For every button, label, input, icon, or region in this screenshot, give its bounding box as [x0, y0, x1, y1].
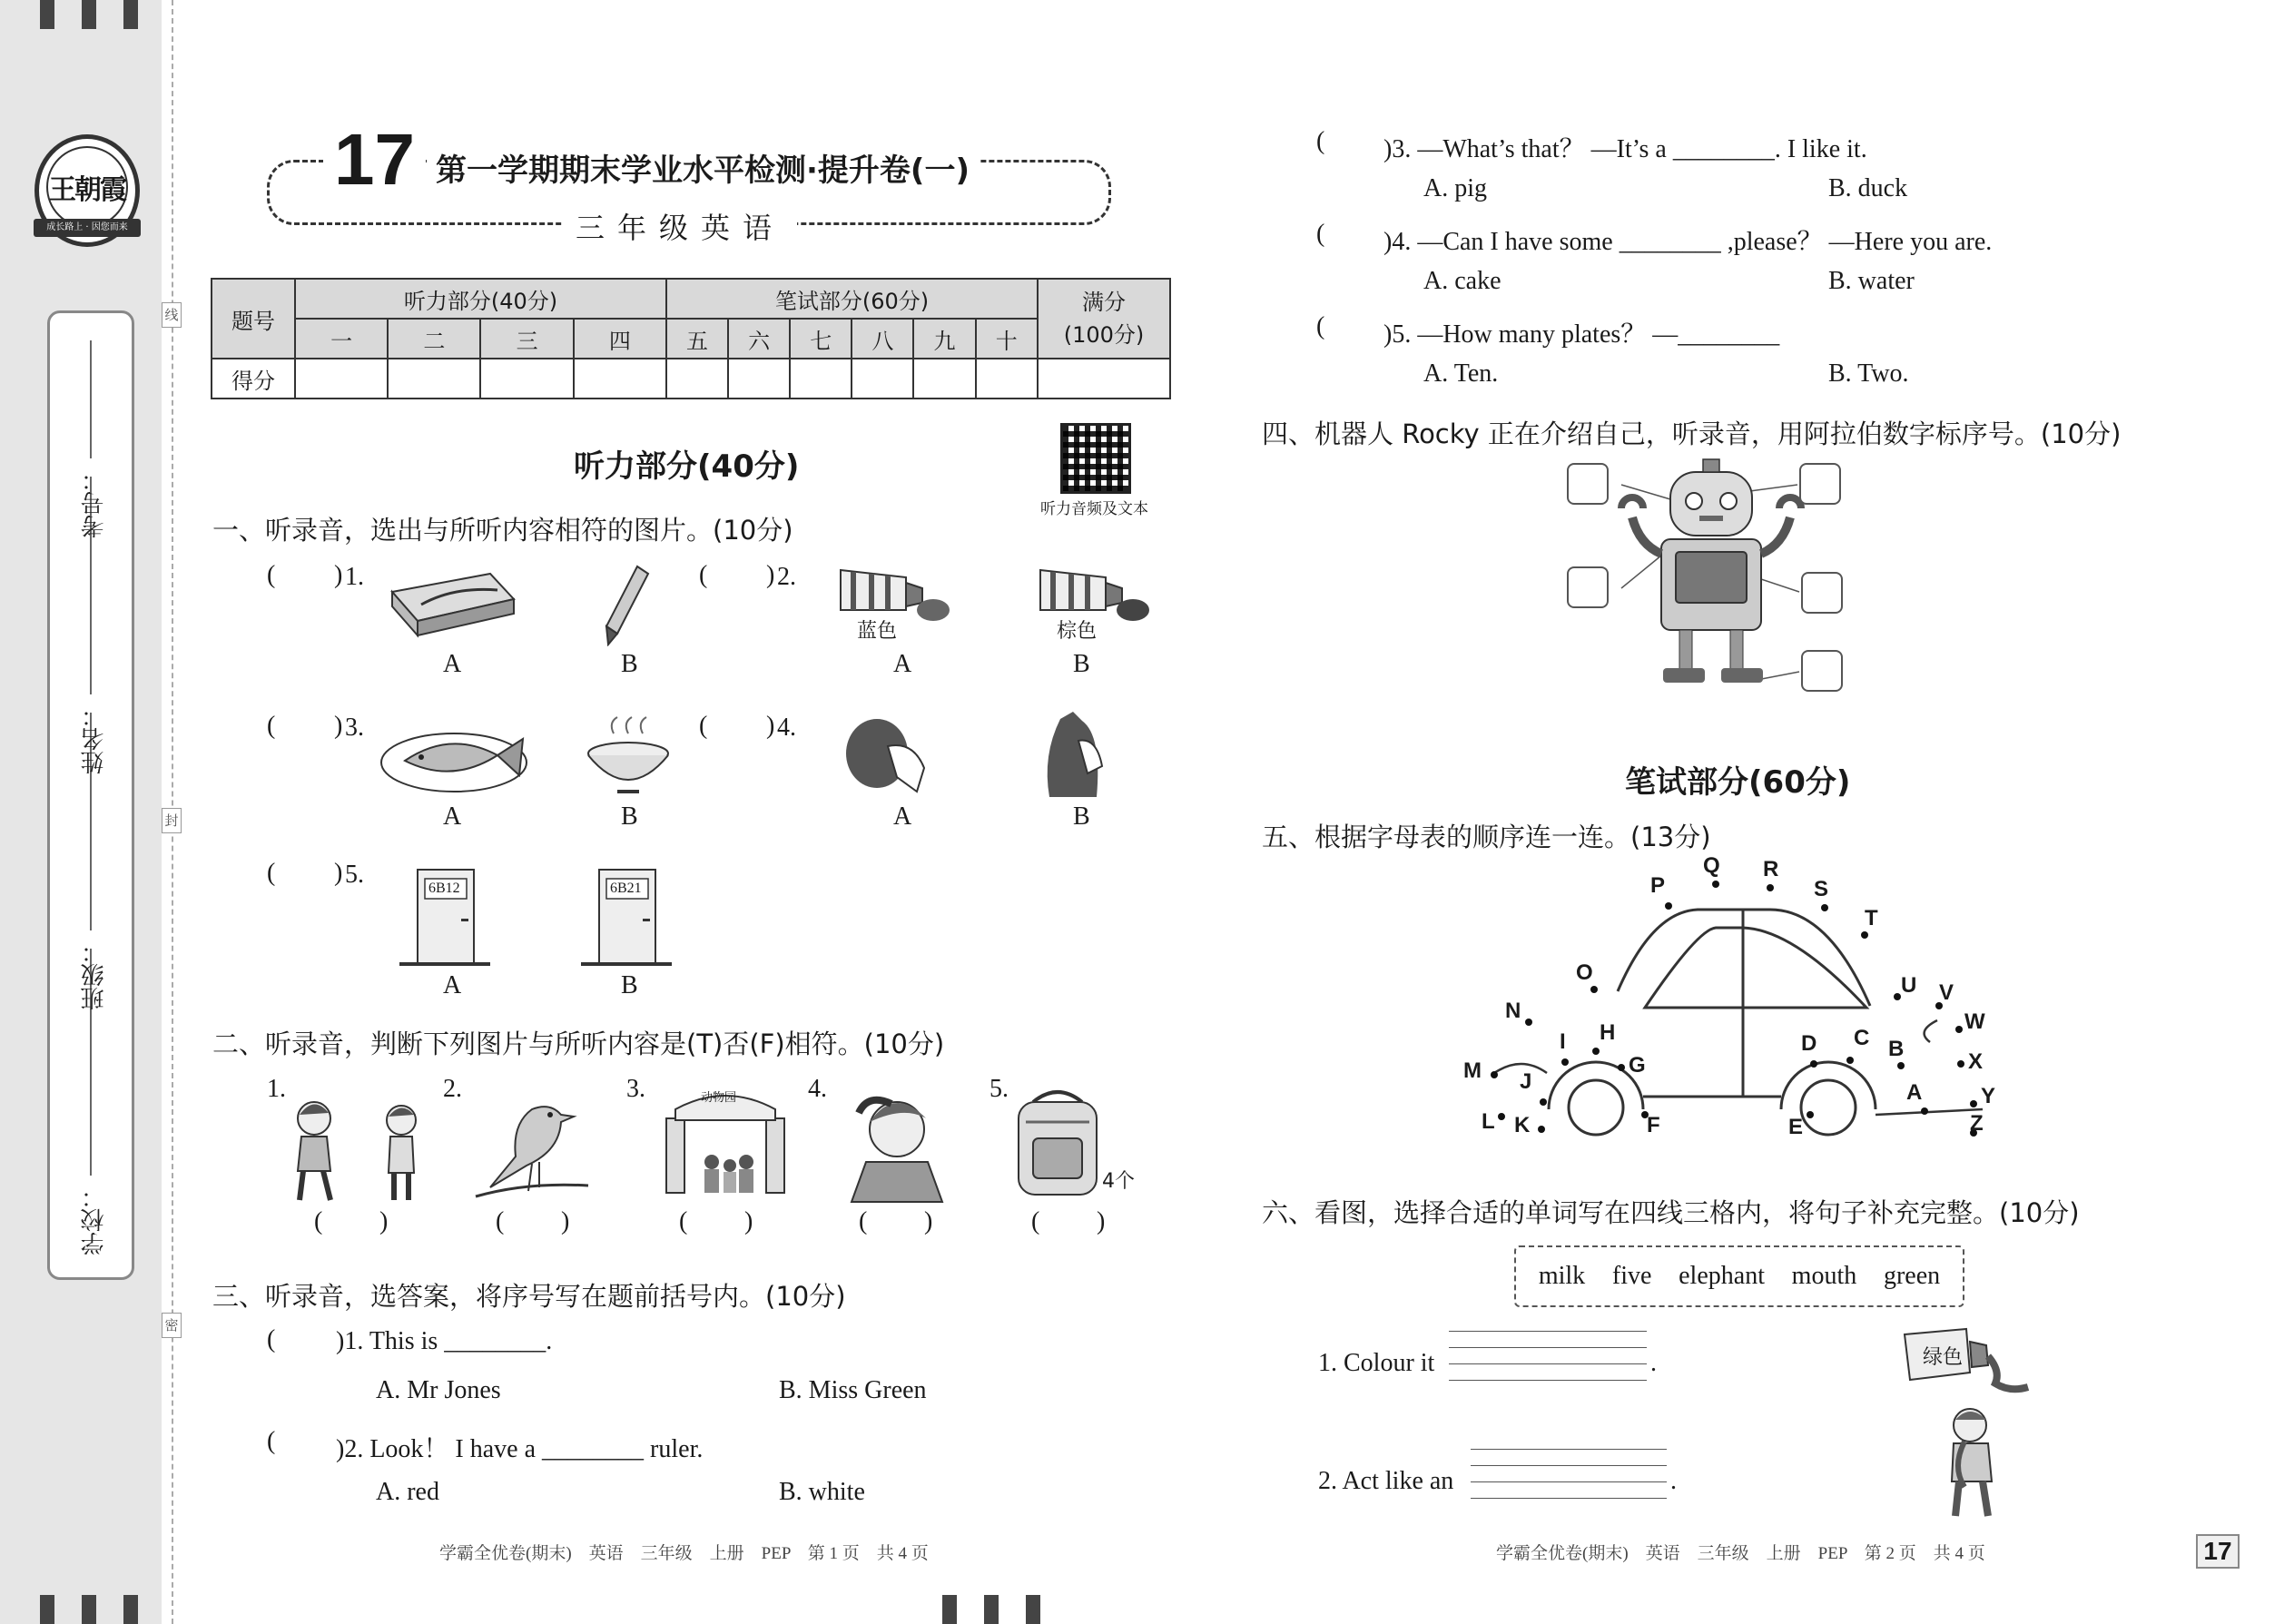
robot-answer-box[interactable]: [1801, 650, 1843, 692]
s3-question: )5. —How many plates？ —________: [1383, 320, 1780, 349]
dot-letter: P: [1650, 873, 1666, 898]
dot-letter: Q: [1703, 853, 1720, 878]
answer-bracket-open: (: [679, 1207, 688, 1235]
zoo-sign: 动物园: [701, 1091, 737, 1105]
score-cell[interactable]: [852, 359, 913, 399]
score-row-label: 得分: [212, 359, 295, 399]
s3-option-b: B. white: [779, 1478, 865, 1506]
score-cell[interactable]: [295, 359, 388, 399]
robot-answer-box[interactable]: [1801, 572, 1843, 614]
s3-option-a: A. Mr Jones: [376, 1376, 501, 1404]
backpack-icon: [1006, 1086, 1109, 1198]
word-option: elephant: [1679, 1262, 1765, 1290]
score-cell[interactable]: [666, 359, 728, 399]
s3-option-b: B. water: [1828, 267, 1915, 295]
binding-bar: [984, 1595, 999, 1624]
dot-letter: X: [1968, 1049, 1984, 1074]
binding-bar: [942, 1595, 957, 1624]
answer-bracket-open: (: [267, 1325, 276, 1353]
dot-letter: B: [1888, 1037, 1905, 1061]
dot-letter: G: [1629, 1053, 1646, 1078]
dot-letter: H: [1600, 1020, 1616, 1045]
section-6-title: 六、看图，选择合适的单词写在四线三格内，将句子补充完整。(10分): [1262, 1197, 2080, 1228]
written-part-title: 笔试部分(60分): [1625, 764, 1851, 801]
score-cell[interactable]: [790, 359, 852, 399]
word-option: five: [1611, 1262, 1652, 1290]
s2-item-number: 5.: [989, 1075, 1009, 1103]
child-acting-elephant-icon: [1934, 1403, 2008, 1520]
answer-bracket-close: ): [766, 561, 775, 589]
s3-question: )3. —What’s that？ —It’s a ________. I like it.: [1383, 135, 1867, 163]
two-children-icon: [280, 1095, 436, 1206]
footer-right: 学霸全优卷(期末) 英语 三年级 上册 PEP 第 2 页 共 4 页: [1496, 1544, 1985, 1563]
student-info-stub: [47, 310, 134, 1280]
s1-item-number: 2.: [777, 563, 796, 591]
dot-letter: J: [1520, 1069, 1532, 1094]
column-header: 四: [574, 319, 666, 359]
binding-bar: [1026, 1595, 1040, 1624]
binding-bar: [82, 1595, 96, 1624]
pencil-icon: [599, 563, 654, 646]
score-table: [211, 278, 1171, 399]
color-label-brown: 棕色: [1057, 620, 1098, 643]
answer-bracket-open: (: [1316, 220, 1325, 248]
answer-bracket-open: (: [496, 1207, 505, 1235]
pencil-case-icon: [381, 565, 523, 643]
s3-option-a: A. red: [376, 1478, 439, 1506]
column-header: 七: [790, 319, 852, 359]
answer-bracket-close: ): [334, 859, 343, 887]
binding-strip: [0, 0, 162, 1624]
answer-bracket-close: ): [561, 1207, 570, 1235]
answer-bracket-open: (: [267, 561, 276, 589]
qr-code[interactable]: [1060, 423, 1131, 494]
s1-item-number: 1.: [345, 563, 364, 591]
connect-dot[interactable]: [1665, 902, 1672, 910]
dot-letter: S: [1814, 877, 1829, 901]
word-option: green: [1883, 1262, 1941, 1290]
four-line-writing-area[interactable]: [1471, 1449, 1667, 1498]
option-label-b: B: [1073, 650, 1090, 678]
s6-sentence-2: 2. Act like an: [1318, 1467, 1454, 1495]
total-header: [1038, 279, 1170, 359]
word-option: milk: [1538, 1262, 1586, 1290]
s6-period: .: [1650, 1349, 1657, 1377]
robot-answer-box[interactable]: [1567, 463, 1609, 505]
answer-bracket-close: ): [1097, 1207, 1106, 1235]
s3-option-b: B. Miss Green: [779, 1376, 927, 1404]
connect-dot[interactable]: [1897, 1062, 1905, 1069]
class-field-label: 班级：: [81, 940, 108, 1010]
paper-number: 17: [323, 123, 426, 196]
dot-letter: Z: [1970, 1111, 1984, 1136]
boy-touching-head-icon: [841, 1086, 953, 1204]
dot-letter: D: [1801, 1031, 1817, 1056]
s2-item-number: 4.: [808, 1075, 827, 1103]
fish-plate-icon: [378, 717, 530, 797]
dot-letter: M: [1463, 1058, 1482, 1083]
s3-question: )4. —Can I have some ________ ,please？ —Here you are.: [1383, 228, 1993, 256]
dot-letter: L: [1482, 1109, 1495, 1134]
answer-bracket-open: (: [267, 1427, 276, 1455]
score-cell[interactable]: [976, 359, 1038, 399]
option-label-a: A: [443, 971, 462, 999]
connect-dot[interactable]: [1894, 993, 1901, 1000]
option-label-b: B: [1073, 802, 1090, 831]
option-label-a: A: [443, 802, 462, 831]
connect-dot[interactable]: [1561, 1058, 1569, 1066]
section-3-title: 三、听录音，选答案，将序号写在题前括号内。(10分): [212, 1281, 846, 1312]
option-label-a: A: [893, 650, 912, 678]
bird-icon: [472, 1097, 592, 1204]
car-dot-to-dot-icon: [1471, 853, 2015, 1153]
connect-dot[interactable]: [1921, 1107, 1928, 1115]
option-label-a: A: [893, 802, 912, 831]
dot-letter: W: [1964, 1009, 1985, 1034]
s3-question: )1. This is ________.: [336, 1327, 553, 1355]
robot-icon: [1561, 454, 1925, 699]
answer-bracket-close: ): [334, 561, 343, 589]
color-label-blue: 蓝色: [857, 620, 898, 643]
dot-letter: Y: [1981, 1084, 1996, 1108]
score-cell[interactable]: [574, 359, 666, 399]
connect-dot[interactable]: [1538, 1126, 1545, 1133]
answer-bracket-open: (: [267, 712, 276, 740]
s6-period: .: [1670, 1467, 1677, 1495]
column-header: 一: [295, 319, 388, 359]
word-option: mouth: [1791, 1262, 1857, 1290]
binding-bar: [123, 0, 138, 29]
footer-left: 学霸全优卷(期末) 英语 三年级 上册 PEP 第 1 页 共 4 页: [439, 1544, 929, 1563]
s3-option-b: B. duck: [1828, 174, 1908, 202]
answer-bracket-open: (: [1031, 1207, 1040, 1235]
dot-letter: E: [1788, 1115, 1804, 1139]
backpack-count: 4个: [1102, 1170, 1135, 1193]
binding-bar: [82, 0, 96, 29]
score-cell[interactable]: [913, 359, 975, 399]
section-1-title: 一、听录音，选出与所听内容相符的图片。(10分): [212, 515, 793, 546]
connect-dot[interactable]: [1807, 1111, 1814, 1118]
logo-text: 王朝霞: [46, 146, 128, 228]
connect-dot[interactable]: [1861, 931, 1868, 939]
column-header: 九: [913, 319, 975, 359]
section-4-title: 四、机器人 Rocky 正在介绍自己，听录音，用阿拉伯数字标序号。(10分): [1262, 418, 2122, 449]
dot-letter: F: [1647, 1113, 1660, 1137]
answer-bracket-close: ): [744, 1207, 753, 1235]
s2-item-number: 3.: [626, 1075, 645, 1103]
connect-dot[interactable]: [1590, 986, 1598, 993]
paper-subtitle: 三年级英语: [563, 205, 797, 247]
answer-bracket-open: (: [267, 859, 276, 887]
s3-option-b: B. Two.: [1828, 359, 1909, 388]
connect-dot[interactable]: [1810, 1060, 1817, 1068]
logo-ribbon: 成长路上 · 因您而来: [34, 219, 141, 237]
dot-letter: O: [1576, 960, 1593, 985]
exam-number-field-line: [90, 340, 92, 458]
option-label-a: A: [443, 650, 462, 678]
seal-mark-seal: 封: [162, 808, 182, 833]
publisher-logo: [34, 134, 140, 247]
answer-bracket-close: ): [766, 712, 775, 740]
s3-option-a: A. pig: [1423, 174, 1487, 202]
qr-caption: 听力音频及文本: [1040, 500, 1148, 518]
score-cell[interactable]: [480, 359, 573, 399]
seal-mark-secret: 密: [162, 1313, 182, 1338]
dot-letter: A: [1906, 1080, 1923, 1105]
connect-dot[interactable]: [1491, 1071, 1498, 1078]
total-points: (100分): [1063, 322, 1145, 348]
connect-dot[interactable]: [1821, 904, 1828, 911]
connect-dot[interactable]: [1592, 1048, 1600, 1055]
s1-item-number: 4.: [777, 714, 796, 742]
listening-part-title: 听力部分(40分): [574, 448, 800, 485]
robot-answer-box[interactable]: [1567, 566, 1609, 608]
dot-letter: T: [1865, 906, 1878, 930]
connect-dot[interactable]: [1618, 1064, 1625, 1071]
column-header: 十: [976, 319, 1038, 359]
connect-dot[interactable]: [1767, 884, 1774, 891]
connect-dot[interactable]: [1498, 1113, 1505, 1120]
option-label-b: B: [621, 802, 638, 831]
answer-bracket-open: (: [859, 1207, 868, 1235]
score-cell[interactable]: [1038, 359, 1170, 399]
column-header: 八: [852, 319, 913, 359]
section-2-title: 二、听录音，判断下列图片与所听内容是(T)否(F)相符。(10分): [212, 1029, 945, 1059]
question-number-header: 题号: [212, 279, 295, 359]
answer-bracket-open: (: [699, 712, 708, 740]
total-label: 满分: [1082, 290, 1126, 315]
dot-letter: C: [1854, 1026, 1870, 1050]
section-5-title: 五、根据字母表的顺序连一连。(13分): [1262, 822, 1711, 852]
column-header: 六: [728, 319, 790, 359]
score-cell[interactable]: [728, 359, 790, 399]
robot-answer-box[interactable]: [1799, 463, 1841, 505]
connect-dot[interactable]: [1525, 1019, 1532, 1026]
dot-letter: U: [1901, 973, 1917, 998]
s3-option-a: A. cake: [1423, 267, 1501, 295]
option-label-b: B: [621, 650, 638, 678]
connect-dot[interactable]: [1970, 1100, 1977, 1107]
door-number-a: 6B12: [428, 881, 460, 896]
name-field-label: 姓名：: [81, 704, 108, 774]
score-cell[interactable]: [388, 359, 480, 399]
answer-bracket-close: ): [334, 712, 343, 740]
connect-dot[interactable]: [1712, 881, 1719, 888]
s3-option-a: A. Ten.: [1423, 359, 1499, 388]
exam-number-field-label: 考号：: [81, 468, 108, 538]
answer-bracket-close: ): [379, 1207, 389, 1235]
written-group-header: 笔试部分(60分): [666, 279, 1038, 319]
s1-item-number: 5.: [345, 861, 364, 889]
answer-bracket-open: (: [699, 561, 708, 589]
connect-dot[interactable]: [1540, 1098, 1547, 1106]
connect-dot[interactable]: [1846, 1057, 1854, 1064]
word-bank: [1514, 1245, 1964, 1307]
column-header: 三: [480, 319, 573, 359]
answer-bracket-open: (: [1316, 312, 1325, 340]
answer-bracket-open: (: [314, 1207, 323, 1235]
column-header: 二: [388, 319, 480, 359]
dot-letter: R: [1763, 857, 1779, 881]
connect-dot[interactable]: [1957, 1060, 1964, 1068]
school-field-label: 学校：: [81, 1185, 108, 1255]
four-line-writing-area[interactable]: [1449, 1331, 1647, 1380]
page-number: 17: [2196, 1534, 2240, 1569]
green-color-tag: 绿色: [1923, 1346, 1964, 1369]
seal-mark-line: 线: [162, 302, 182, 328]
connect-dot[interactable]: [1955, 1026, 1963, 1033]
dot-letter: I: [1560, 1029, 1566, 1054]
s2-item-number: 1.: [267, 1075, 286, 1103]
hand-on-face-icon: [841, 714, 935, 804]
s1-item-number: 3.: [345, 714, 364, 742]
listening-group-header: 听力部分(40分): [295, 279, 666, 319]
dot-letter: K: [1514, 1113, 1531, 1137]
binding-bar: [123, 1595, 138, 1624]
binding-bar: [40, 1595, 54, 1624]
answer-bracket-open: (: [1316, 127, 1325, 155]
option-label-b: B: [621, 971, 638, 999]
s2-item-number: 2.: [443, 1075, 462, 1103]
hand-on-ear-icon: [1042, 710, 1111, 801]
s3-question: )2. Look！ I have a ________ ruler.: [336, 1435, 704, 1463]
paper-title: 第一学期期末学业水平检测·提升卷(一): [427, 145, 979, 190]
dot-letter: N: [1505, 999, 1521, 1023]
rice-bowl-icon: [581, 714, 675, 797]
dot-letter: V: [1939, 980, 1954, 1005]
binding-bar: [40, 0, 54, 29]
answer-bracket-close: ): [924, 1207, 933, 1235]
s6-sentence-1: 1. Colour it: [1318, 1349, 1435, 1377]
column-header: 五: [666, 319, 728, 359]
door-number-b: 6B21: [610, 881, 642, 896]
